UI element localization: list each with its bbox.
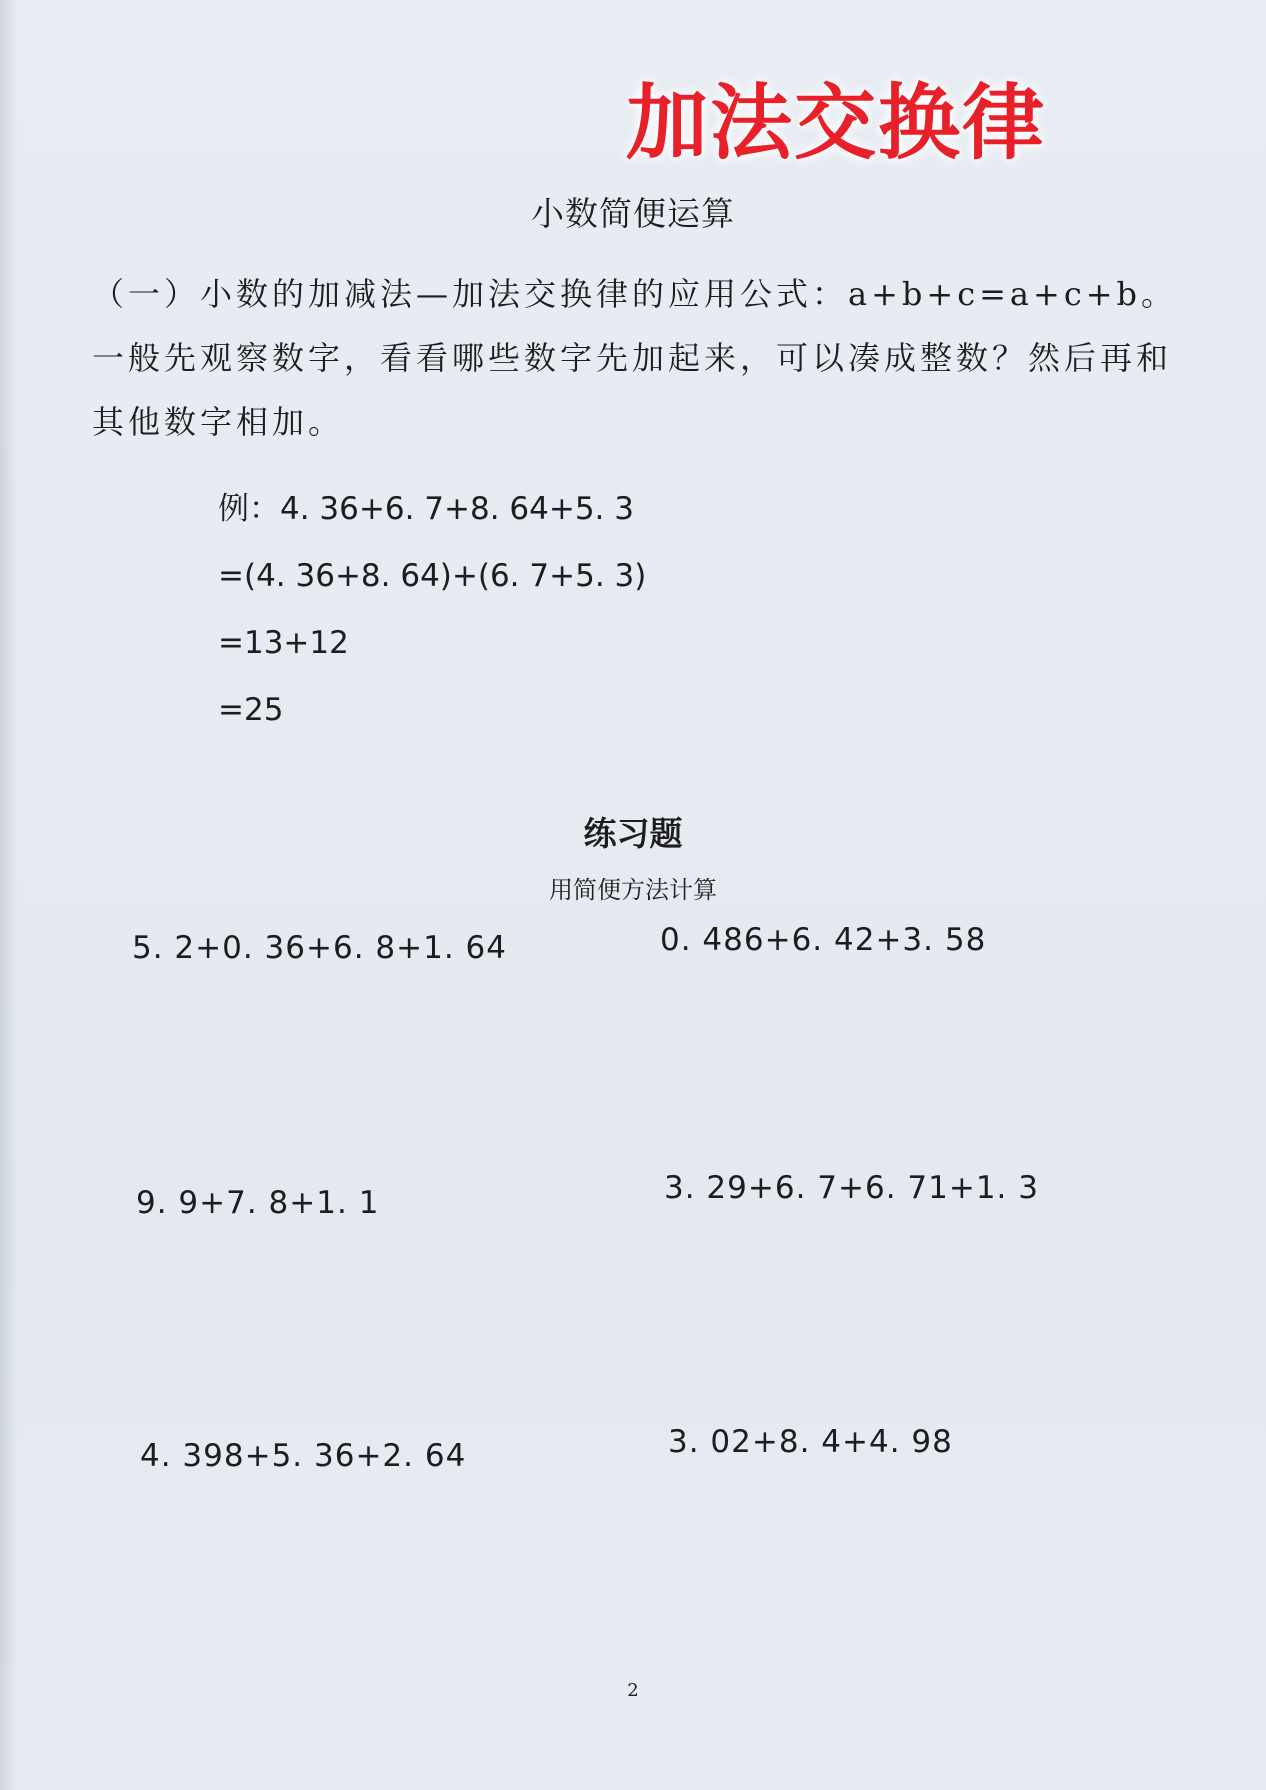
overlay-title: 加法交换律 [626,76,1047,171]
exercises-title: 练习题 [583,814,683,853]
page-number: 2 [627,1680,639,1701]
exercise-problem-3: 9. 9+7. 8+1. 1 [136,1185,380,1221]
exercise-problem-6: 3. 02+8. 4+4. 98 [668,1424,953,1460]
exercise-problem-1: 5. 2+0. 36+6. 8+1. 64 [132,930,507,966]
exercises-subtitle: 用简便方法计算 [549,876,717,904]
example-line: =13+12 [218,625,349,661]
worked-example [218,476,646,744]
exercise-problem-2: 0. 486+6. 42+3. 58 [660,922,987,958]
example-line: =(4. 36+8. 64)+(6. 7+5. 3) [218,558,647,594]
exercise-problem-4: 3. 29+6. 7+6. 71+1. 3 [664,1170,1039,1206]
example-line: =25 [218,692,284,728]
intro-paragraph: （一）小数的加减法—加法交换律的应用公式：a+b+c=a+c+b。一般先观察数字，看看哪些数字先加起来，可以凑成整数？然后再和其他数字相加。 [92,275,1178,441]
exercise-problem-5: 4. 398+5. 36+2. 64 [140,1438,467,1474]
example-line: 例：4. 36+6. 7+8. 64+5. 3 [218,491,634,527]
document-title: 小数简便运算 [531,194,735,233]
